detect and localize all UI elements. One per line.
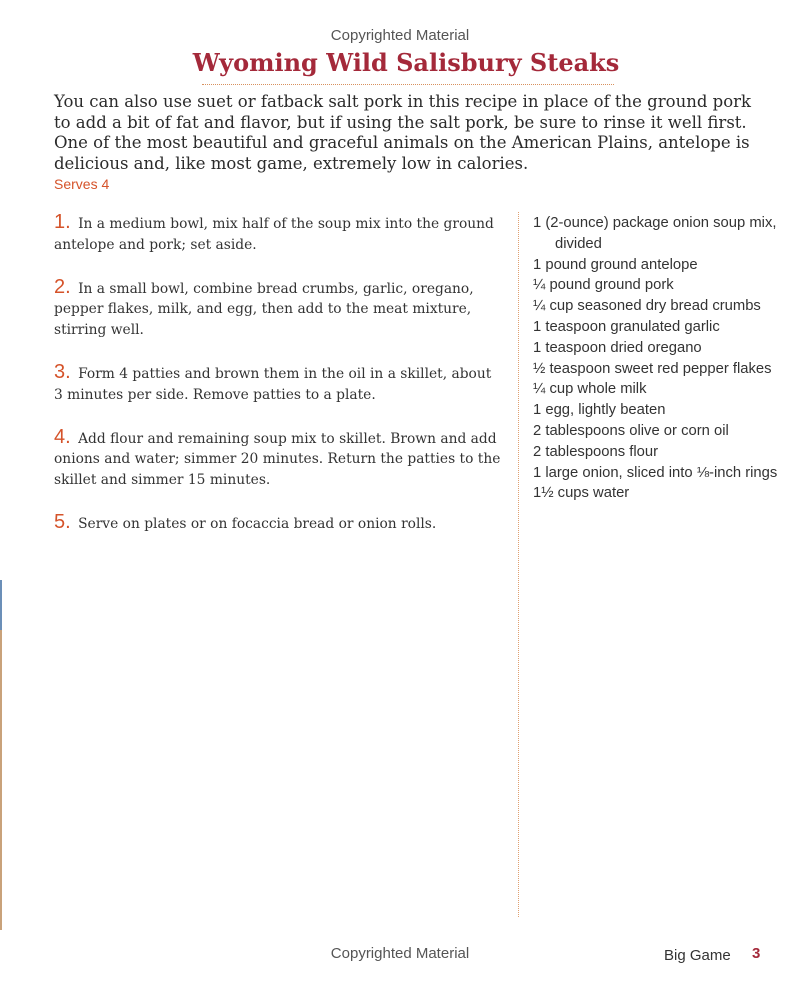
page-edge-strip [0, 580, 2, 630]
step-number: 3. [54, 360, 71, 383]
page-edge-strip [0, 630, 2, 930]
ingredient-item: ¼ pound ground pork [533, 277, 674, 294]
step-text: Add flour and remaining soup mix to skillet. Brown and add onions and water; simmer 20 minutes. Return the patties to the skillet and simmer 15 minutes. [54, 430, 501, 489]
page-number: 3 [752, 945, 761, 962]
step-number: 1. [54, 211, 71, 233]
steps-list [54, 212, 504, 556]
title-dotted-rule [202, 84, 614, 85]
ingredient-item: ½ teaspoon sweet red pepper flakes [533, 360, 772, 377]
ingredient-item: 1 (2-ounce) package onion soup mix, divided [533, 215, 777, 252]
step-text: Serve on plates or on focaccia bread or onion rolls. [78, 515, 437, 532]
ingredient-item: 1 egg, lightly beaten [533, 402, 666, 419]
step-number: 2. [54, 275, 71, 298]
footer-section-title: Big Game [664, 947, 731, 964]
serves-label: Serves 4 [54, 176, 110, 192]
ingredient-item: 1 teaspoon dried oregano [533, 339, 702, 356]
step-text: Form 4 patties and brown them in the oil in a skillet, about 3 minutes per side. Remove patties to a plate. [54, 365, 492, 403]
copyright-watermark-top: Copyrighted Material [330, 27, 470, 44]
recipe-title: Wyoming Wild Salisbury Steaks [192, 48, 620, 77]
ingredient-item: ¼ cup seasoned dry bread crumbs [533, 298, 761, 315]
ingredient-item: 2 tablespoons olive or corn oil [533, 422, 729, 439]
recipe-intro: You can also use suet or fatback salt pork in this recipe in place of the ground pork to add a bit of fat and flavor, but if using the salt pork, be sure to rinse it well first. One of the most beautiful and graceful animals on the American Plains, antelope is delicious and, like most game, extremely low in calories. [54, 92, 752, 173]
ingredient-item: 1 teaspoon granulated garlic [533, 318, 720, 335]
ingredient-item: 1 pound ground antelope [533, 256, 698, 273]
step-item [54, 277, 504, 341]
ingredients-list [533, 213, 793, 504]
step-text: In a small bowl, combine bread crumbs, garlic, oregano, pepper flakes, milk, and egg, then add to the meat mixture, stirring well. [54, 280, 474, 339]
step-text: In a medium bowl, mix half of the soup mix into the ground antelope and pork; set aside. [54, 216, 494, 253]
ingredient-item: 1 large onion, sliced into ⅛-inch rings [533, 464, 778, 481]
copyright-watermark-bottom: Copyrighted Material [330, 945, 470, 962]
ingredient-item: ¼ cup whole milk [533, 381, 647, 398]
step-item [54, 362, 504, 406]
ingredient-item: 1½ cups water [533, 485, 630, 502]
column-dotted-divider [518, 212, 519, 917]
ingredient-item: 2 tablespoons flour [533, 443, 659, 460]
step-item [54, 427, 504, 491]
step-item [54, 212, 504, 256]
step-number: 5. [54, 510, 71, 533]
step-item [54, 512, 504, 535]
step-number: 4. [54, 425, 71, 448]
